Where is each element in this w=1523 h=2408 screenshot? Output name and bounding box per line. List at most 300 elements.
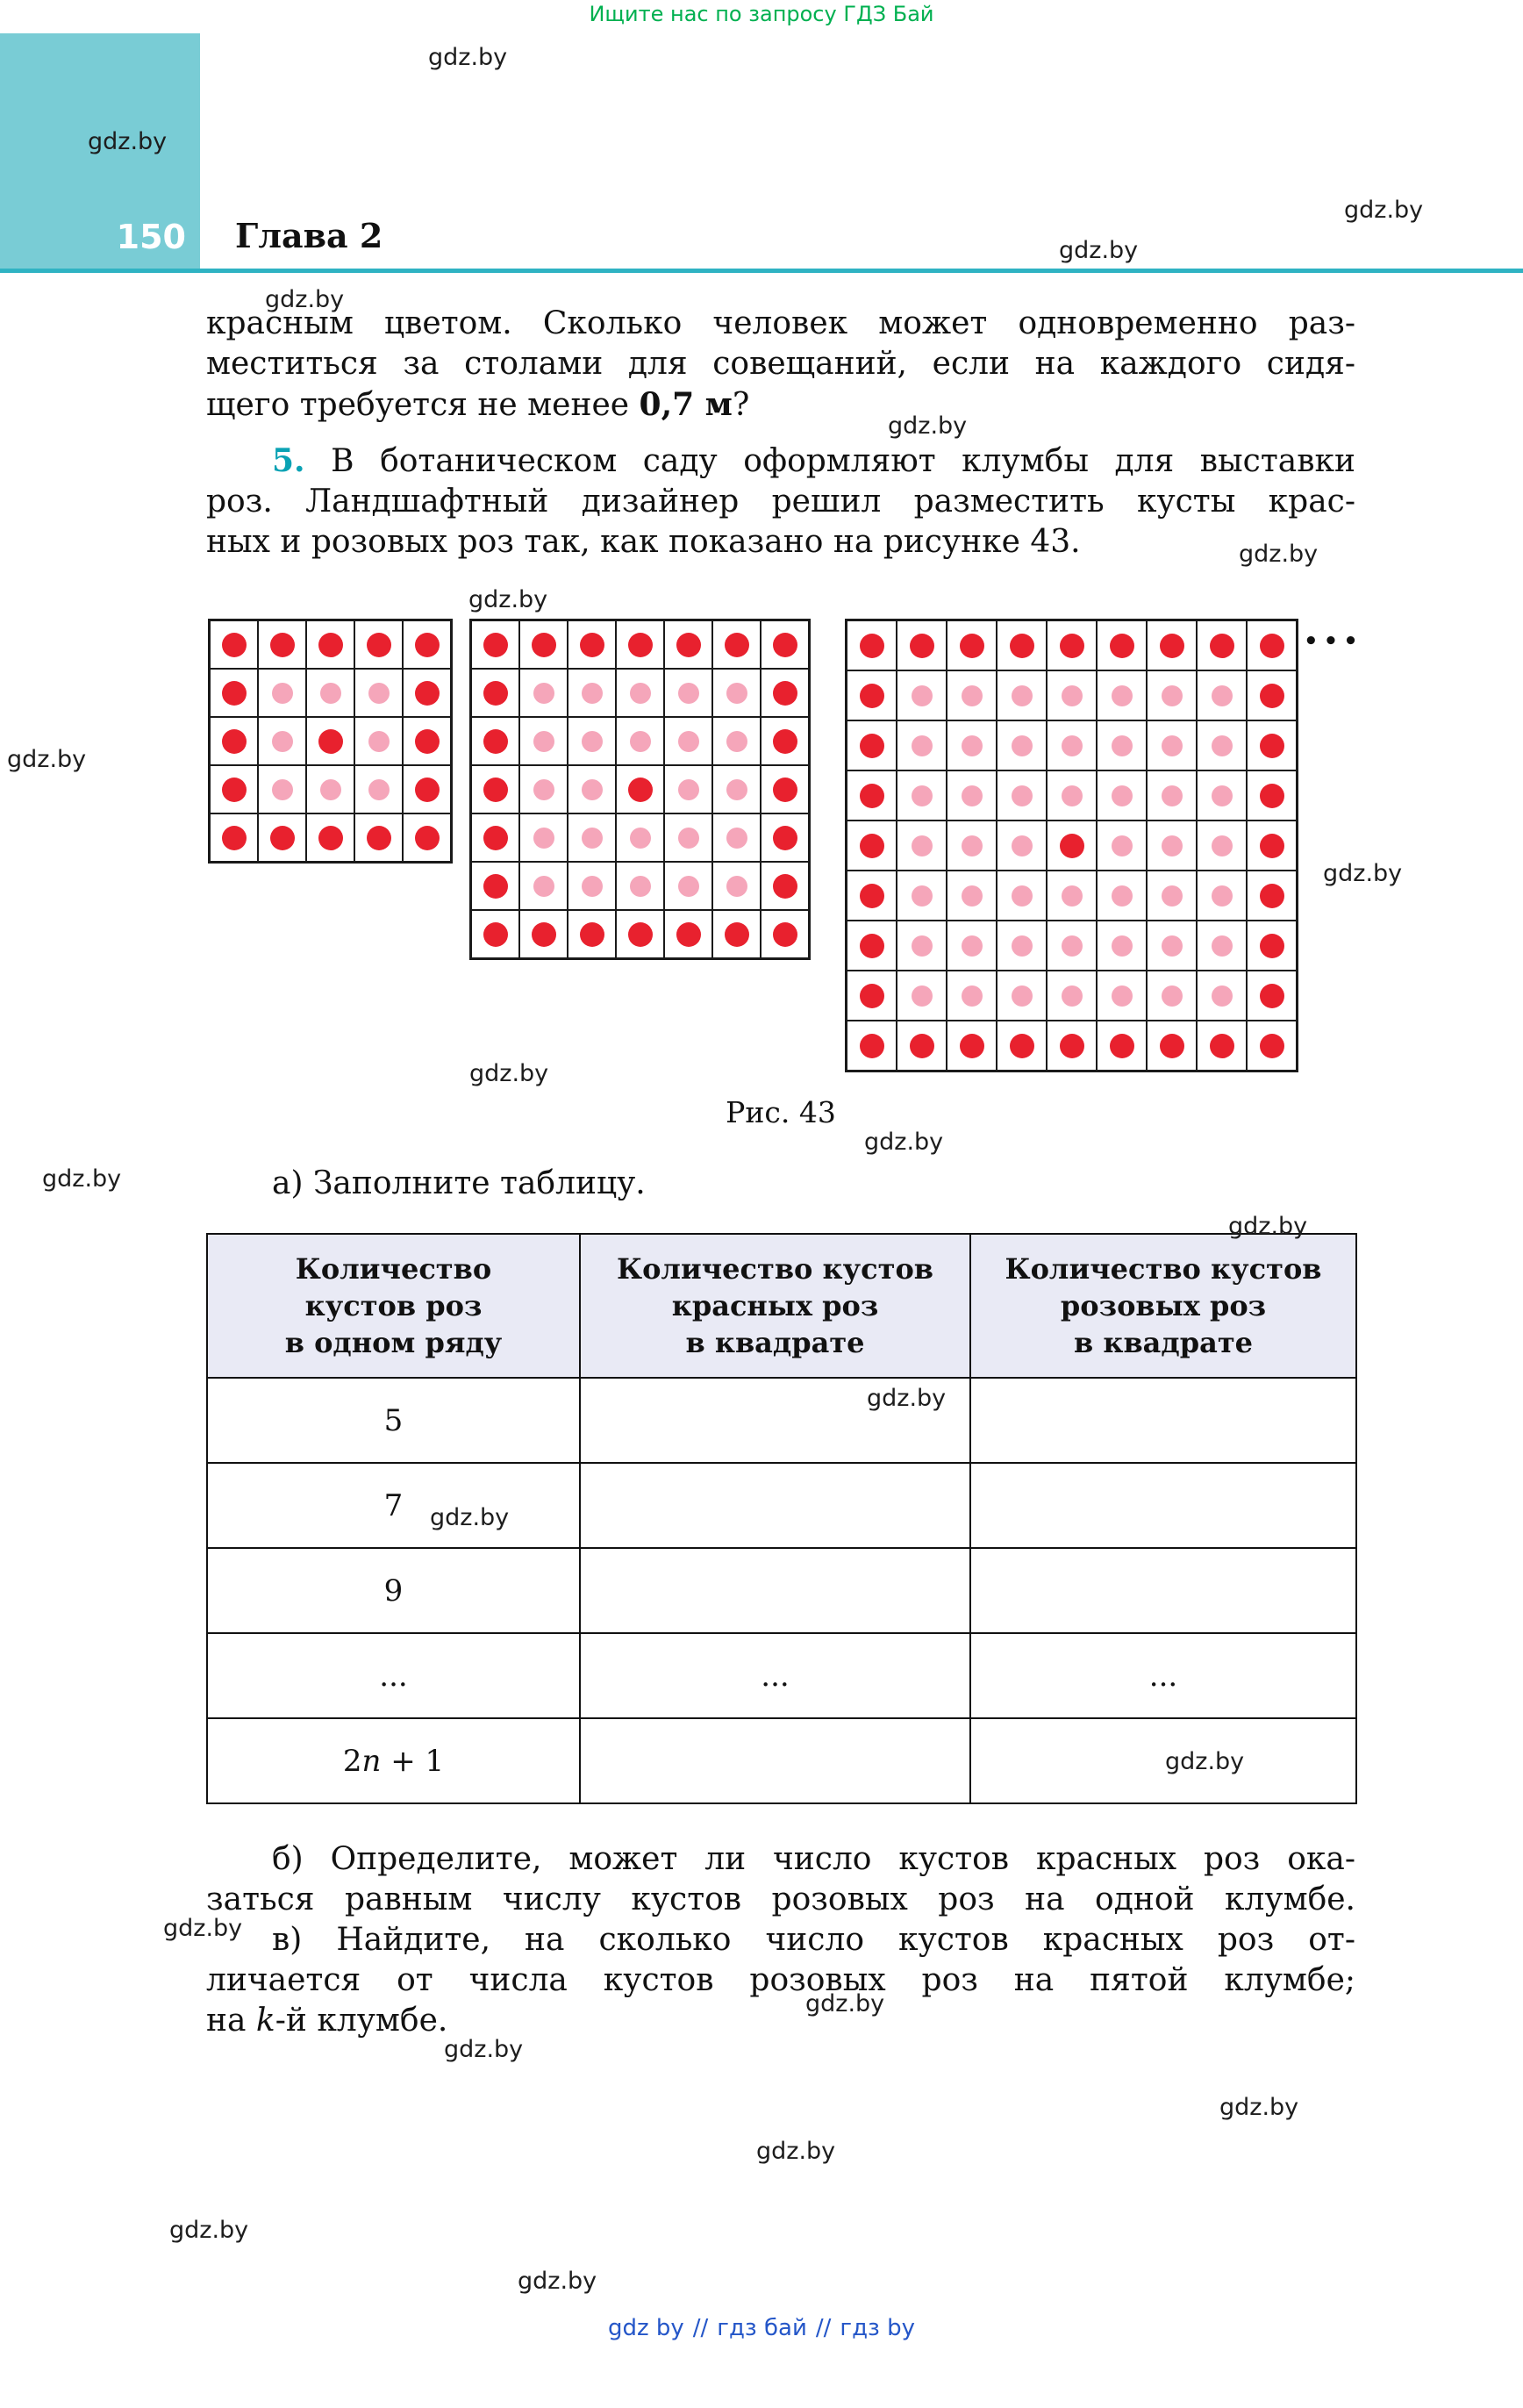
footer-link[interactable]: gdz by <box>607 2315 684 2341</box>
red-rose-dot <box>676 633 701 657</box>
grid-cell <box>761 862 809 910</box>
grid-cell <box>1147 720 1197 770</box>
watermark: gdz.by <box>88 128 168 155</box>
grid-cell <box>210 669 258 717</box>
footer-link[interactable]: гдз by <box>840 2315 916 2341</box>
grid-cell <box>568 669 616 717</box>
pink-rose-dot <box>368 731 390 752</box>
table-cell: 5 <box>207 1378 580 1463</box>
red-rose-dot <box>1260 784 1284 808</box>
red-rose-dot <box>222 778 247 802</box>
pink-rose-dot <box>1162 885 1183 907</box>
red-rose-dot <box>860 1034 884 1058</box>
pink-rose-dot <box>1012 935 1033 957</box>
grid-cell <box>1047 971 1097 1021</box>
table-header-row <box>207 1234 1356 1378</box>
table-header-col1 <box>207 1234 580 1378</box>
red-rose-dot <box>483 874 508 899</box>
grid-cell <box>897 921 947 971</box>
red-rose-dot <box>910 1034 934 1058</box>
grid-cell <box>712 862 761 910</box>
grid-cell <box>403 620 451 669</box>
red-rose-dot <box>628 778 653 802</box>
grid-cell <box>997 720 1047 770</box>
grid-cell <box>1247 770 1297 821</box>
grid-cell <box>519 813 568 862</box>
grid-cell <box>1147 770 1197 821</box>
watermark: gdz.by <box>1165 1748 1245 1775</box>
header-line: красных роз <box>671 1289 879 1322</box>
watermark: gdz.by <box>1239 541 1319 568</box>
red-rose-dot <box>1260 1034 1284 1058</box>
grid-cell <box>306 669 354 717</box>
grid-cell <box>210 717 258 765</box>
grid-cell <box>997 1021 1047 1071</box>
pink-rose-dot <box>726 683 747 704</box>
pink-rose-dot <box>1112 685 1133 706</box>
watermark: gdz.by <box>1344 197 1424 224</box>
pink-rose-dot <box>1062 785 1083 806</box>
pink-rose-dot <box>582 828 603 849</box>
red-rose-dot <box>1260 734 1284 758</box>
formula-coefficient: 2 <box>342 1743 362 1779</box>
grid-cell <box>997 670 1047 720</box>
rose-table <box>206 1233 1357 1804</box>
text-fragment: на <box>206 2003 256 2039</box>
grid-cell <box>947 670 997 720</box>
formula-variable: n <box>361 1743 382 1779</box>
pink-rose-dot <box>320 683 341 704</box>
pink-rose-dot <box>1212 835 1233 856</box>
flowerbed-grid-9x9 <box>845 619 1298 1072</box>
header-line: Количество кустов <box>616 1252 934 1286</box>
red-rose-dot <box>725 633 749 657</box>
red-rose-dot <box>270 633 295 657</box>
grid-cell <box>847 871 897 921</box>
header-line: Количество <box>295 1252 492 1286</box>
grid-cell <box>471 717 519 765</box>
grid-cell <box>354 765 403 813</box>
grid-cell <box>471 620 519 669</box>
grid-cell <box>258 813 306 862</box>
red-rose-dot <box>483 826 508 850</box>
grid-cell <box>664 910 712 958</box>
red-rose-dot <box>1110 1034 1134 1058</box>
table-cell: 7 <box>207 1463 580 1548</box>
grid-cell <box>897 770 947 821</box>
table-cell: ... <box>207 1633 580 1718</box>
grid-cell <box>947 871 997 921</box>
grid-cell <box>761 620 809 669</box>
pink-rose-dot <box>582 876 603 897</box>
pink-rose-dot <box>726 828 747 849</box>
watermark: gdz.by <box>867 1385 947 1412</box>
grid-cell <box>568 910 616 958</box>
grid-cell <box>306 813 354 862</box>
red-rose-dot <box>1060 834 1084 858</box>
pink-rose-dot <box>1212 685 1233 706</box>
pink-rose-dot <box>912 785 933 806</box>
grid-cell <box>664 862 712 910</box>
red-rose-dot <box>1260 884 1284 908</box>
grid-cell <box>1247 871 1297 921</box>
red-rose-dot <box>1260 934 1284 958</box>
grid-cell <box>1047 1021 1097 1071</box>
footer-link[interactable]: гдз бай <box>717 2315 807 2341</box>
grid-cell <box>354 669 403 717</box>
formula-variable: k <box>255 2003 275 2039</box>
grid-cell <box>847 921 897 971</box>
watermark: gdz.by <box>469 1060 549 1087</box>
text-fragment: ? <box>732 387 750 423</box>
table-row <box>207 1633 1356 1718</box>
red-rose-dot <box>773 874 797 899</box>
grid-cell <box>947 770 997 821</box>
grid-cell <box>1197 670 1247 720</box>
grid-cell <box>1147 921 1197 971</box>
watermark: gdz.by <box>430 1504 510 1531</box>
text-line: роз. Ландшафтный дизайнер решил разместить кусты крас- <box>206 484 1355 520</box>
red-rose-dot <box>415 633 440 657</box>
grid-cell <box>403 669 451 717</box>
grid-cell <box>616 620 664 669</box>
grid-cell <box>568 813 616 862</box>
grid-cell <box>664 813 712 862</box>
watermark: gdz.by <box>265 286 345 313</box>
section-a <box>206 1164 1355 1204</box>
text-line: красным цветом. Сколько человек может одновременно раз- <box>206 305 1355 341</box>
grid-cell <box>847 720 897 770</box>
red-rose-dot <box>773 729 797 754</box>
text-line: личается от числа кустов розовых роз на пятой клумбе; <box>206 1962 1355 1998</box>
watermark: gdz.by <box>1323 860 1403 887</box>
pink-rose-dot <box>1062 685 1083 706</box>
red-rose-dot <box>860 684 884 708</box>
table-cell: 9 <box>207 1548 580 1633</box>
grid-cell <box>847 971 897 1021</box>
red-rose-dot <box>367 633 391 657</box>
table-cell <box>580 1548 970 1633</box>
pink-rose-dot <box>1112 785 1133 806</box>
grid-cell <box>519 717 568 765</box>
pink-rose-dot <box>1062 985 1083 1007</box>
footer-separator: // <box>692 2315 709 2341</box>
pink-rose-dot <box>912 835 933 856</box>
pink-rose-dot <box>1112 985 1133 1007</box>
red-rose-dot <box>532 633 556 657</box>
grid-cell <box>1197 921 1247 971</box>
header-line: в квадрате <box>685 1326 865 1359</box>
grid-cell <box>616 910 664 958</box>
red-rose-dot <box>1210 634 1234 658</box>
red-rose-dot <box>910 634 934 658</box>
grid-cell <box>210 765 258 813</box>
pink-rose-dot <box>1162 685 1183 706</box>
pink-rose-dot <box>726 779 747 800</box>
red-rose-dot <box>1260 684 1284 708</box>
table-row <box>207 1548 1356 1633</box>
grid-cell <box>847 770 897 821</box>
watermark: gdz.by <box>756 2138 836 2165</box>
text-line: б) Определите, может ли число кустов красных роз ока- <box>272 1841 1355 1877</box>
grid-cell <box>664 765 712 813</box>
header-line: в квадрате <box>1073 1326 1254 1359</box>
pink-rose-dot <box>1012 885 1033 907</box>
header-line: кустов роз <box>304 1289 483 1322</box>
grid-cell <box>1197 871 1247 921</box>
grid-cell <box>712 669 761 717</box>
grid-cell <box>897 620 947 670</box>
pink-rose-dot <box>678 779 699 800</box>
section-b <box>206 1839 1355 1920</box>
pink-rose-dot <box>1012 685 1033 706</box>
pink-rose-dot <box>962 885 983 907</box>
table-cell: ... <box>970 1633 1356 1718</box>
pink-rose-dot <box>533 731 554 752</box>
pink-rose-dot <box>1212 885 1233 907</box>
section-a-label: а) Заполните таблицу. <box>272 1165 646 1201</box>
red-rose-dot <box>1010 634 1034 658</box>
red-rose-dot <box>725 922 749 947</box>
grid-cell <box>847 670 897 720</box>
grid-cell <box>354 717 403 765</box>
pink-rose-dot <box>962 685 983 706</box>
watermark: gdz.by <box>1219 2094 1299 2121</box>
grid-cell <box>1047 821 1097 871</box>
grid-cell <box>471 669 519 717</box>
watermark: gdz.by <box>42 1165 122 1193</box>
table-cell <box>970 1548 1356 1633</box>
grid-cell <box>1247 670 1297 720</box>
red-rose-dot <box>628 633 653 657</box>
pink-rose-dot <box>1212 935 1233 957</box>
grid-cell <box>616 765 664 813</box>
red-rose-dot <box>773 681 797 706</box>
pink-rose-dot <box>1012 835 1033 856</box>
table-cell <box>970 1378 1356 1463</box>
pink-rose-dot <box>726 731 747 752</box>
grid-cell <box>1097 1021 1147 1071</box>
chapter-heading: Глава 2 <box>235 216 383 255</box>
grid-cell <box>712 620 761 669</box>
grid-cell <box>1147 971 1197 1021</box>
grid-cell <box>306 765 354 813</box>
grid-cell <box>1097 821 1147 871</box>
grid-cell <box>1197 770 1247 821</box>
red-rose-dot <box>415 826 440 850</box>
red-rose-dot <box>483 778 508 802</box>
grid-cell <box>712 910 761 958</box>
grid-cell <box>1247 620 1297 670</box>
pink-rose-dot <box>1012 985 1033 1007</box>
pink-rose-dot <box>630 683 651 704</box>
continuation-dots: ••• <box>1304 628 1363 655</box>
grid-cell <box>519 620 568 669</box>
pink-rose-dot <box>1062 735 1083 756</box>
pink-rose-dot <box>1162 785 1183 806</box>
pink-rose-dot <box>1012 785 1033 806</box>
grid-cell <box>664 717 712 765</box>
table-cell <box>970 1463 1356 1548</box>
grid-cell <box>947 620 997 670</box>
grid-cell <box>1197 1021 1247 1071</box>
red-rose-dot <box>773 922 797 947</box>
grid-cell <box>1247 921 1297 971</box>
grid-cell <box>210 620 258 669</box>
grid-cell <box>947 821 997 871</box>
red-rose-dot <box>773 778 797 802</box>
watermark: gdz.by <box>518 2268 597 2295</box>
grid-cell <box>519 910 568 958</box>
text-line: в) Найдите, на сколько число кустов красных роз от- <box>272 1922 1355 1958</box>
footer-separator: // <box>815 2315 832 2341</box>
red-rose-dot <box>483 922 508 947</box>
red-rose-dot <box>222 633 247 657</box>
grid-cell <box>1197 620 1247 670</box>
pink-rose-dot <box>1162 735 1183 756</box>
figure-caption: Рис. 43 <box>726 1095 836 1129</box>
red-rose-dot <box>580 922 604 947</box>
pink-rose-dot <box>1212 735 1233 756</box>
pink-rose-dot <box>912 885 933 907</box>
pink-rose-dot <box>1112 885 1133 907</box>
pink-rose-dot <box>678 683 699 704</box>
red-rose-dot <box>773 826 797 850</box>
grid-cell <box>712 765 761 813</box>
pink-rose-dot <box>678 828 699 849</box>
table-cell <box>580 1718 970 1803</box>
grid-cell <box>947 1021 997 1071</box>
red-rose-dot <box>860 984 884 1008</box>
grid-cell <box>471 813 519 862</box>
pink-rose-dot <box>912 935 933 957</box>
pink-rose-dot <box>630 828 651 849</box>
grid-cell <box>847 620 897 670</box>
grid-cell <box>403 717 451 765</box>
pink-rose-dot <box>1212 785 1233 806</box>
red-rose-dot <box>1260 834 1284 858</box>
watermark: gdz.by <box>1059 237 1139 264</box>
red-rose-dot <box>532 922 556 947</box>
table-cell <box>580 1463 970 1548</box>
grid-cell <box>354 813 403 862</box>
pink-rose-dot <box>582 779 603 800</box>
grid-cell <box>761 669 809 717</box>
text-line: меститься за столами для совещаний, если на каждого сидя- <box>206 346 1355 382</box>
grid-cell <box>519 765 568 813</box>
grid-cell <box>403 765 451 813</box>
red-rose-dot <box>483 681 508 706</box>
pink-rose-dot <box>320 779 341 800</box>
grid-cell <box>1097 720 1147 770</box>
grid-cell <box>1247 720 1297 770</box>
pink-rose-dot <box>533 828 554 849</box>
grid-cell <box>712 717 761 765</box>
red-rose-dot <box>318 826 343 850</box>
pink-rose-dot <box>1012 735 1033 756</box>
grid-cell <box>761 717 809 765</box>
pink-rose-dot <box>630 876 651 897</box>
red-rose-dot <box>1060 634 1084 658</box>
red-rose-dot <box>222 681 247 706</box>
grid-cell <box>997 971 1047 1021</box>
watermark: gdz.by <box>163 1915 243 1942</box>
grid-cell <box>1047 871 1097 921</box>
grid-cell <box>306 620 354 669</box>
grid-cell <box>847 821 897 871</box>
watermark: gdz.by <box>468 586 548 613</box>
formula-tail: + 1 <box>381 1743 445 1779</box>
grid-cell <box>1047 620 1097 670</box>
red-rose-dot <box>860 784 884 808</box>
text-line: ных и розовых роз так, как показано на рисунке 43. <box>206 524 1081 560</box>
header-rule <box>0 269 1523 273</box>
grid-cell <box>568 620 616 669</box>
grid-cell <box>1147 620 1197 670</box>
pink-rose-dot <box>368 779 390 800</box>
promo-banner: Ищите нас по запросу ГДЗ Бай <box>589 2 934 26</box>
paragraph-previous-task <box>206 304 1355 426</box>
red-rose-dot <box>318 633 343 657</box>
watermark: gdz.by <box>7 746 87 773</box>
pink-rose-dot <box>962 835 983 856</box>
grid-cell <box>712 813 761 862</box>
red-rose-dot <box>1160 1034 1184 1058</box>
header-line: розовых роз <box>1060 1289 1267 1322</box>
grid-cell <box>471 765 519 813</box>
problem-number: 5. <box>272 442 305 479</box>
red-rose-dot <box>1060 1034 1084 1058</box>
red-rose-dot <box>222 729 247 754</box>
grid-cell <box>519 669 568 717</box>
pink-rose-dot <box>1112 835 1133 856</box>
pink-rose-dot <box>368 683 390 704</box>
watermark: gdz.by <box>169 2217 249 2244</box>
grid-cell <box>1097 670 1147 720</box>
red-rose-dot <box>1010 1034 1034 1058</box>
text-fragment: В ботаническом саду оформляют клумбы для выставки <box>331 443 1355 479</box>
section-v <box>206 1920 1355 2041</box>
grid-cell <box>1147 871 1197 921</box>
red-rose-dot <box>270 826 295 850</box>
grid-cell <box>471 862 519 910</box>
grid-cell <box>997 921 1047 971</box>
grid-cell <box>1147 821 1197 871</box>
pink-rose-dot <box>1062 935 1083 957</box>
pink-rose-dot <box>1162 935 1183 957</box>
bold-value: 0,7 м <box>639 386 733 423</box>
red-rose-dot <box>676 922 701 947</box>
red-rose-dot <box>1160 634 1184 658</box>
flowerbed-grid-7x7 <box>469 619 811 960</box>
pink-rose-dot <box>912 685 933 706</box>
pink-rose-dot <box>678 876 699 897</box>
grid-cell <box>761 765 809 813</box>
red-rose-dot <box>960 634 984 658</box>
grid-cell <box>1047 770 1097 821</box>
grid-cell <box>258 669 306 717</box>
pink-rose-dot <box>1112 735 1133 756</box>
grid-cell <box>897 1021 947 1071</box>
header-line: в одном ряду <box>284 1326 503 1359</box>
red-rose-dot <box>367 826 391 850</box>
table-row <box>207 1463 1356 1548</box>
table-cell: ... <box>580 1633 970 1718</box>
watermark: gdz.by <box>805 1990 885 2017</box>
table-cell <box>970 1718 1356 1803</box>
grid-cell <box>354 620 403 669</box>
grid-cell <box>761 910 809 958</box>
